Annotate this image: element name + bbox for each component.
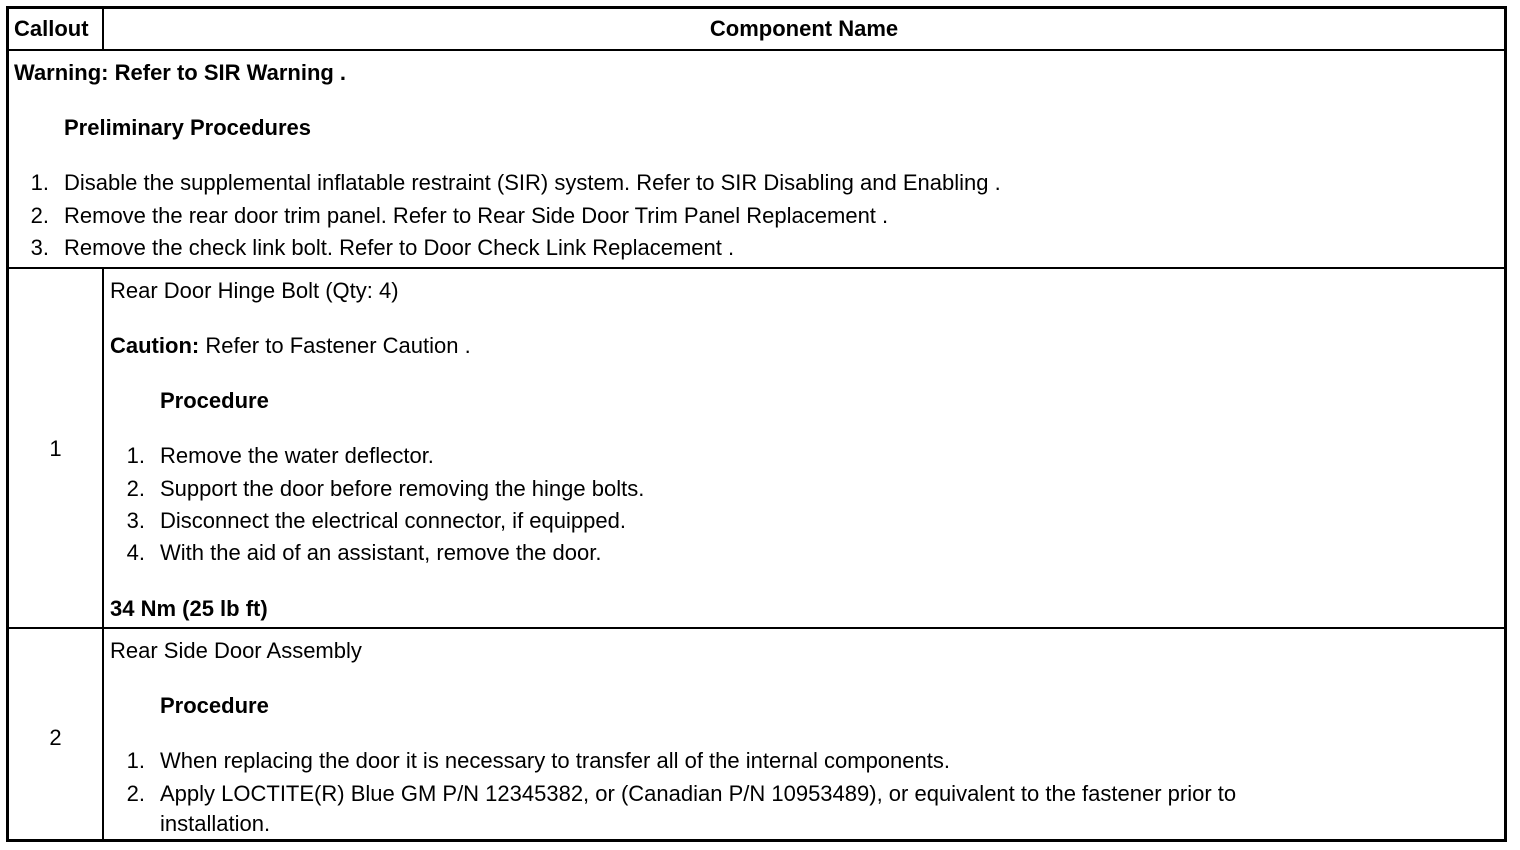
preliminary-heading: Preliminary Procedures <box>64 115 312 140</box>
procedure-step-number: 4. <box>126 540 145 565</box>
warning-line <box>14 61 346 85</box>
warning-text: Refer to SIR Warning . <box>114 60 347 85</box>
warning-label: Warning: <box>14 60 109 85</box>
procedure-heading: Procedure <box>160 693 269 718</box>
procedure-step-text: Remove the water deflector. <box>160 443 434 468</box>
procedure-heading: Procedure <box>160 388 269 413</box>
procedure-step-text: With the aid of an assistant, remove the door. <box>160 540 602 565</box>
row1-divider <box>9 627 1504 629</box>
component-name: Rear Door Hinge Bolt (Qty: 4) <box>110 278 399 303</box>
procedure-table <box>6 6 1507 842</box>
component-name-header: Component Name <box>709 16 899 41</box>
caution-label: Caution: <box>110 333 200 358</box>
preliminary-divider <box>9 267 1504 269</box>
prelim-step-number: 3. <box>30 235 49 260</box>
prelim-step-text: Remove the check link bolt. Refer to Door Check Link Replacement . <box>64 235 735 260</box>
caution-line <box>110 334 471 358</box>
procedure-step-number: 2. <box>126 781 145 806</box>
procedure-step-text: Apply LOCTITE(R) Blue GM P/N 12345382, or (Canadian P/N 10953489), or equivalent to the fastener prior to <box>160 781 1237 806</box>
header-divider <box>9 49 1504 51</box>
caution-text: Refer to Fastener Caution . <box>205 333 471 358</box>
prelim-step-number: 1. <box>30 170 49 195</box>
procedure-step-text: When replacing the door it is necessary to transfer all of the internal components. <box>160 748 950 773</box>
prelim-step-text: Disable the supplemental inflatable restraint (SIR) system. Refer to SIR Disabling and Enabling . <box>64 170 1001 195</box>
torque-spec: 34 Nm (25 lb ft) <box>110 596 268 621</box>
component-name: Rear Side Door Assembly <box>110 638 362 663</box>
callout-header: Callout <box>14 16 89 41</box>
procedure-step-number: 2. <box>126 476 145 501</box>
procedure-step-number: 1. <box>126 443 145 468</box>
procedure-step-number: 1. <box>126 748 145 773</box>
callout-number: 2 <box>49 725 62 750</box>
procedure-step-text: Disconnect the electrical connector, if equipped. <box>160 508 626 533</box>
callout-number: 1 <box>49 436 62 461</box>
prelim-step-text: Remove the rear door trim panel. Refer to Rear Side Door Trim Panel Replacement . <box>64 203 889 228</box>
procedure-step-text: Support the door before removing the hinge bolts. <box>160 476 645 501</box>
callout-column-divider <box>102 267 104 839</box>
procedure-step-number: 3. <box>126 508 145 533</box>
prelim-step-number: 2. <box>30 203 49 228</box>
procedure-step-continuation: installation. <box>160 811 271 836</box>
